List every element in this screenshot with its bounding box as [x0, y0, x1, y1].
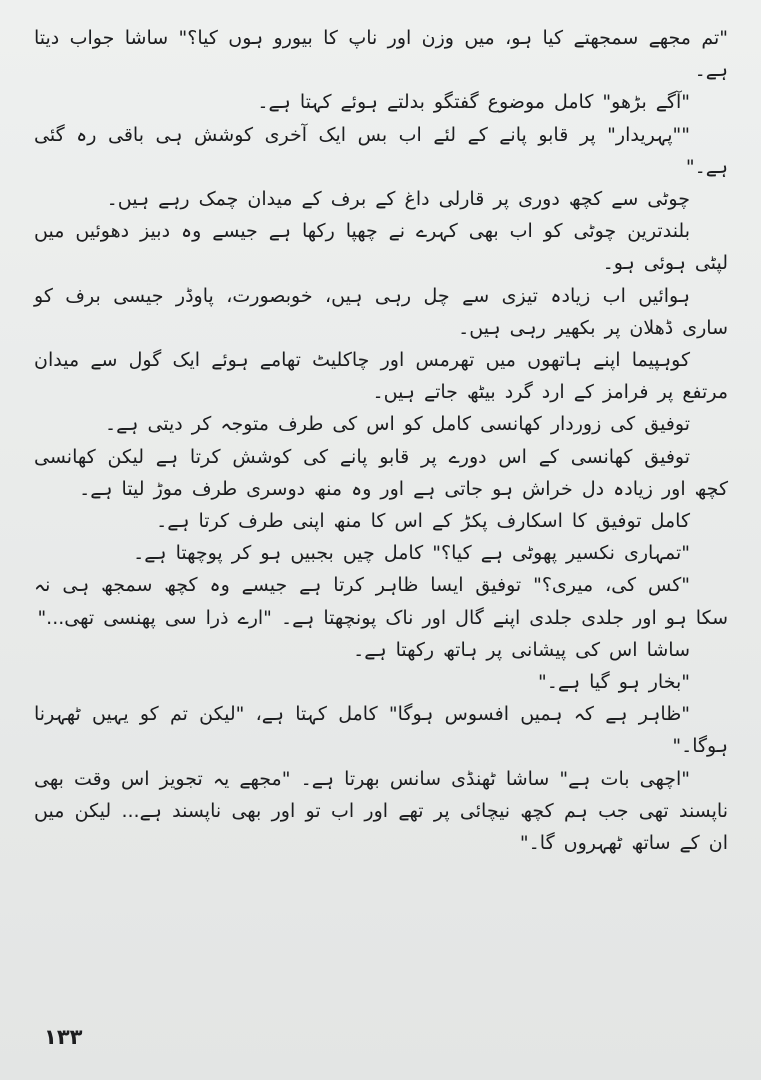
- paragraph: بلندترین چوٹی کو اب بھی کہرے نے چھپا رکھا ہے جیسے وہ دبیز دھوئیں میں لپٹی ہوئی ہو۔: [34, 220, 728, 275]
- paragraph: کوہپیما اپنے ہاتھوں میں تھرمس اور چاکلیٹ تھامے ہوئے ایک گول سے میدان مرتفع پر فرامز کے ارد گرد بیٹھ جاتے ہیں۔: [34, 349, 728, 404]
- paragraph: "آگے بڑھو" کامل موضوع گفتگو بدلتے ہوئے کہتا ہے۔: [257, 91, 690, 114]
- paragraph: "کس کی، میری؟" توفیق ایسا ظاہر کرتا ہے جیسے وہ کچھ سمجھ ہی نہ سکا ہو اور جلدی جلدی اپنے گال اور ناک پونچھتا ہے۔ "ارے ذرا سی پھنسی تھی...": [34, 574, 728, 629]
- page-number: ۱۳۳: [44, 1025, 83, 1049]
- paragraph: "تمہاری نکسیر پھوٹی ہے کیا؟" کامل چیں بجبیں ہو کر پوچھتا ہے۔: [133, 542, 690, 565]
- paragraph: "اچھی بات ہے" ساشا ٹھنڈی سانس بھرتا ہے۔ "مجھے یہ تجویز اس وقت بھی ناپسند تھی جب ہم کچھ نیچائی پر تھے اور اب تو اور بھی ناپسند ہے... لیکن میں ان کے ساتھ ٹھہروں گا۔": [34, 767, 728, 855]
- paragraph: "تم مجھے سمجھتے کیا ہو، میں وزن اور ناپ کا بیورو ہوں کیا؟" ساشا جواب دیتا ہے۔: [34, 27, 728, 82]
- paragraph: "ظاہر ہے کہ ہمیں افسوس ہوگا" کامل کہتا ہے، "لیکن تم کو یہیں ٹھہرنا ہوگا۔": [34, 703, 728, 758]
- paragraph: ساشا اس کی پیشانی پر ہاتھ رکھتا ہے۔: [353, 638, 690, 661]
- paragraph: ہوائیں اب زیادہ تیزی سے چل رہی ہیں، خوبصورت، پاوڈر جیسی برف کو ساری ڈھلان پر بکھیر رہی ہیں۔: [34, 284, 728, 339]
- paragraph: توفیق کھانسی کے اس دورے پر قابو پانے کی کوشش کرتا ہے لیکن کھانسی کچھ اور زیادہ دل خراش ہو جاتی ہے اور وہ منھ دوسری طرف موڑ لیتا ہے۔: [34, 445, 728, 500]
- paragraph: کامل توفیق کا اسکارف پکڑ کے اس کا منھ اپنی طرف کرتا ہے۔: [156, 510, 690, 533]
- page-body-text: [34, 22, 728, 859]
- paragraph: توفیق کی زوردار کھانسی کامل کو اس کی طرف متوجہ کر دیتی ہے۔: [105, 413, 690, 436]
- paragraph: ""پہریدار" پر قابو پانے کے لئے اب بس ایک آخری کوشش ہی باقی رہ گئی ہے۔": [34, 123, 728, 178]
- paragraph: "بخار ہو گیا ہے۔": [537, 671, 690, 694]
- paragraph: چوٹی سے کچھ دوری پر قارلی داغ کے برف کے میدان چمک رہے ہیں۔: [106, 188, 690, 211]
